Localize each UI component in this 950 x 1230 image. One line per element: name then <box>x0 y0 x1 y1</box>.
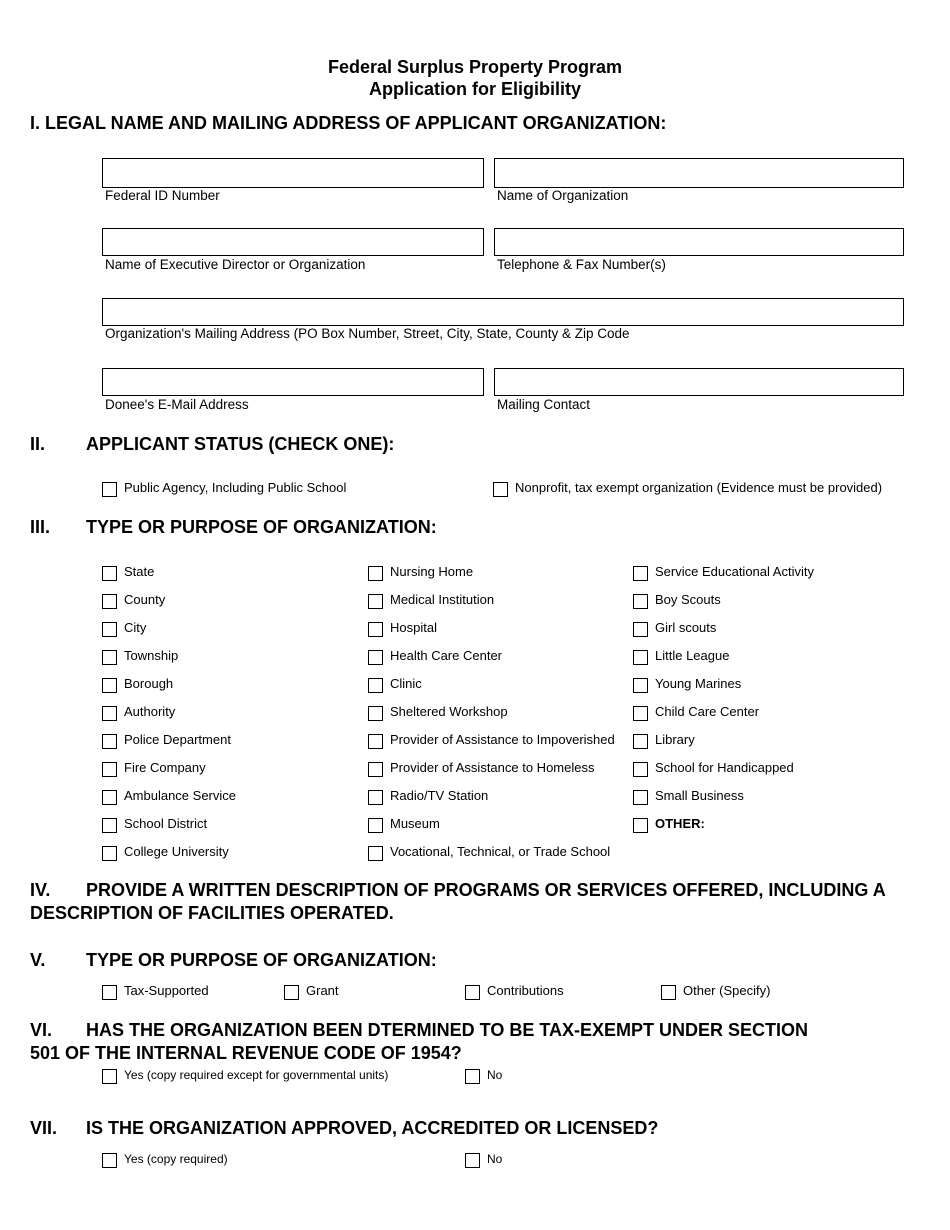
type-checkbox[interactable] <box>102 678 117 693</box>
type-checkbox[interactable] <box>633 566 648 581</box>
type-label: Girl scouts <box>655 620 717 635</box>
form-title-line2: Application for Eligibility <box>368 79 581 99</box>
type-label: Authority <box>124 704 176 719</box>
section7-heading: IS THE ORGANIZATION APPROVED, ACCREDITED OR LICENSED? <box>86 1118 659 1138</box>
exec-director-input[interactable] <box>102 228 484 256</box>
type-label: Provider of Assistance to Impoverished <box>390 732 615 747</box>
other-specify-label: Other (Specify) <box>683 983 771 998</box>
section5-number: V. <box>30 950 46 970</box>
other-checkbox[interactable] <box>633 818 648 833</box>
type-label: Hospital <box>390 620 437 635</box>
section2-heading: APPLICANT STATUS (CHECK ONE): <box>86 434 395 454</box>
accredited-no-checkbox[interactable] <box>465 1153 480 1168</box>
tax-supported-checkbox[interactable] <box>102 985 117 1000</box>
type-checkbox[interactable] <box>368 762 383 777</box>
mailing-contact-input[interactable] <box>494 368 904 396</box>
section4-heading-line1: PROVIDE A WRITTEN DESCRIPTION OF PROGRAMS OR SERVICES OFFERED, INCLUDING A <box>86 880 886 900</box>
type-label: State <box>124 564 155 579</box>
type-label: Museum <box>390 816 440 831</box>
type-checkbox[interactable] <box>633 790 648 805</box>
type-label: Little League <box>655 648 730 663</box>
type-label: Fire Company <box>124 760 206 775</box>
type-checkbox[interactable] <box>102 762 117 777</box>
type-label: Borough <box>124 676 174 691</box>
nonprofit-checkbox[interactable] <box>493 482 508 497</box>
type-checkbox[interactable] <box>633 678 648 693</box>
section6-heading-line1: HAS THE ORGANIZATION BEEN DTERMINED TO BE TAX-EXEMPT UNDER SECTION <box>86 1020 809 1040</box>
type-checkbox[interactable] <box>368 622 383 637</box>
type-checkbox[interactable] <box>102 790 117 805</box>
tax-supported-label: Tax-Supported <box>124 983 209 998</box>
mailing-address-label: Organization's Mailing Address (PO Box Number, Street, City, State, County & Zip Code <box>105 326 630 341</box>
federal-id-input[interactable] <box>102 158 484 188</box>
email-input[interactable] <box>102 368 484 396</box>
type-checkbox[interactable] <box>102 706 117 721</box>
phone-fax-label: Telephone & Fax Number(s) <box>497 257 666 272</box>
type-label: Clinic <box>390 676 422 691</box>
phone-fax-input[interactable] <box>494 228 904 256</box>
section3-number: III. <box>30 517 51 537</box>
type-checkbox[interactable] <box>368 594 383 609</box>
accredited-yes-checkbox[interactable] <box>102 1153 117 1168</box>
tax-exempt-yes-label: Yes (copy required except for governmental units) <box>124 1068 389 1082</box>
type-label: Township <box>124 648 179 663</box>
mailing-address-input[interactable] <box>102 298 904 326</box>
grant-label: Grant <box>306 983 339 998</box>
type-checkbox[interactable] <box>102 846 117 861</box>
type-label: Small Business <box>655 788 744 803</box>
section1-heading: I. LEGAL NAME AND MAILING ADDRESS OF APPLICANT ORGANIZATION: <box>30 113 667 133</box>
type-label: Service Educational Activity <box>655 564 814 579</box>
section6-heading-line2: 501 OF THE INTERNAL REVENUE CODE OF 1954? <box>30 1043 462 1063</box>
section6-number: VI. <box>30 1020 53 1040</box>
type-label: Child Care Center <box>655 704 760 719</box>
type-checkbox[interactable] <box>102 734 117 749</box>
type-checkbox[interactable] <box>633 650 648 665</box>
type-label: County <box>124 592 166 607</box>
other-label: OTHER: <box>655 816 705 831</box>
type-label: Provider of Assistance to Homeless <box>390 760 595 775</box>
type-checkbox[interactable] <box>368 566 383 581</box>
type-label: Radio/TV Station <box>390 788 489 803</box>
type-checkbox[interactable] <box>368 678 383 693</box>
type-checkbox[interactable] <box>633 734 648 749</box>
type-checkbox[interactable] <box>102 566 117 581</box>
org-name-label: Name of Organization <box>497 188 629 203</box>
other-specify-checkbox[interactable] <box>661 985 676 1000</box>
type-checkbox[interactable] <box>368 650 383 665</box>
type-label: Sheltered Workshop <box>390 704 508 719</box>
section3-heading: TYPE OR PURPOSE OF ORGANIZATION: <box>86 517 437 537</box>
section4-number: IV. <box>30 880 51 900</box>
contributions-label: Contributions <box>487 983 564 998</box>
tax-exempt-no-checkbox[interactable] <box>465 1069 480 1084</box>
tax-exempt-yes-checkbox[interactable] <box>102 1069 117 1084</box>
contributions-checkbox[interactable] <box>465 985 480 1000</box>
type-label: Nursing Home <box>390 564 474 579</box>
section2-number: II. <box>30 434 46 454</box>
public-agency-checkbox[interactable] <box>102 482 117 497</box>
type-label: Young Marines <box>655 676 742 691</box>
type-checkbox[interactable] <box>102 650 117 665</box>
type-checkbox[interactable] <box>368 846 383 861</box>
type-label: Library <box>655 732 695 747</box>
type-checkbox[interactable] <box>102 818 117 833</box>
type-checkbox[interactable] <box>368 706 383 721</box>
type-checkbox[interactable] <box>102 594 117 609</box>
type-label: Boy Scouts <box>655 592 721 607</box>
type-label: Health Care Center <box>390 648 502 663</box>
type-label: College University <box>124 844 229 859</box>
email-label: Donee's E-Mail Address <box>105 397 249 412</box>
type-checkbox[interactable] <box>633 622 648 637</box>
type-label: Ambulance Service <box>124 788 236 803</box>
type-label: Medical Institution <box>390 592 495 607</box>
nonprofit-label: Nonprofit, tax exempt organization (Evidence must be provided) <box>515 480 883 495</box>
type-label: Police Department <box>124 732 231 747</box>
type-checkbox[interactable] <box>102 622 117 637</box>
type-checkbox[interactable] <box>633 706 648 721</box>
section5-heading: TYPE OR PURPOSE OF ORGANIZATION: <box>86 950 437 970</box>
org-name-input[interactable] <box>494 158 904 188</box>
accredited-no-label: No <box>487 1152 503 1166</box>
mailing-contact-label: Mailing Contact <box>497 397 591 412</box>
type-label: School for Handicapped <box>655 760 794 775</box>
form-title-line1: Federal Surplus Property Program <box>327 57 623 77</box>
accredited-yes-label: Yes (copy required) <box>124 1152 228 1166</box>
type-label: Vocational, Technical, or Trade School <box>390 844 611 859</box>
public-agency-label: Public Agency, Including Public School <box>124 480 347 495</box>
type-checkbox[interactable] <box>368 790 383 805</box>
section4-heading-line2: DESCRIPTION OF FACILITIES OPERATED. <box>30 903 394 923</box>
section7-number: VII. <box>30 1118 58 1138</box>
grant-checkbox[interactable] <box>284 985 299 1000</box>
type-label: School District <box>124 816 208 831</box>
federal-id-label: Federal ID Number <box>105 188 220 203</box>
type-label: City <box>124 620 147 635</box>
tax-exempt-no-label: No <box>487 1068 503 1082</box>
type-checkbox[interactable] <box>633 594 648 609</box>
type-checkbox[interactable] <box>368 818 383 833</box>
exec-director-label: Name of Executive Director or Organization <box>105 257 366 272</box>
type-checkbox[interactable] <box>633 762 648 777</box>
type-checkbox[interactable] <box>368 734 383 749</box>
